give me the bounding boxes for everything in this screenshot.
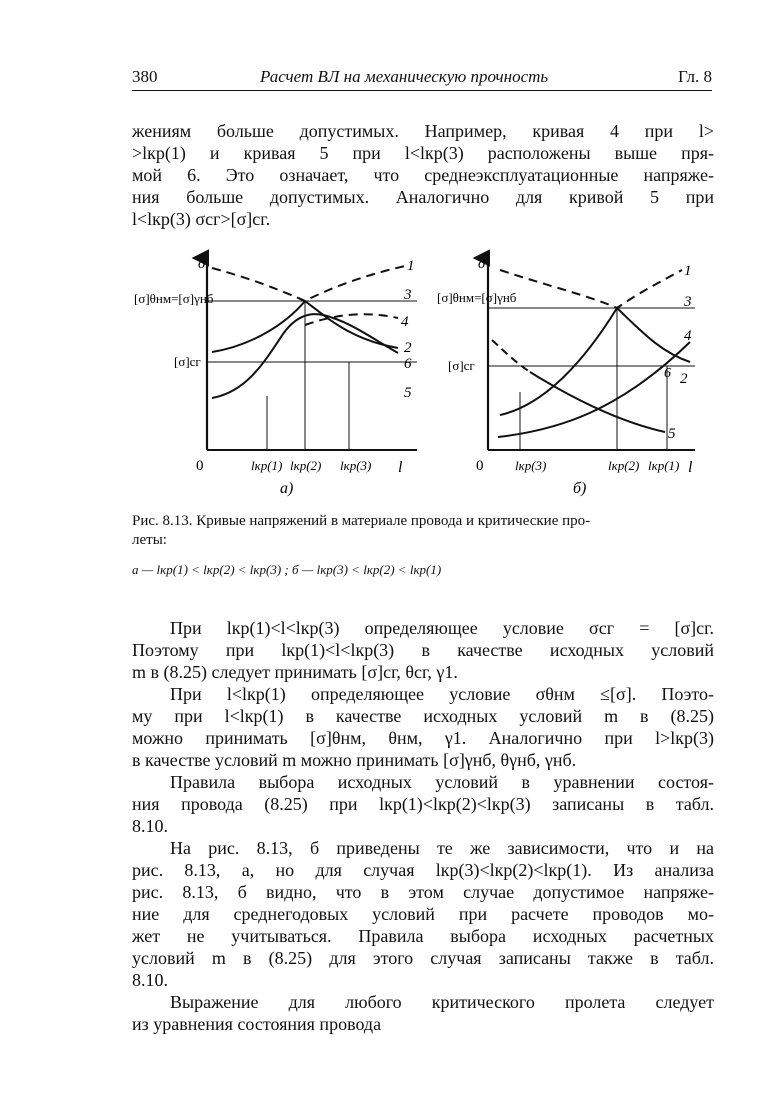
text-line: жет не учитываться. Правила выбора исходных расчетных bbox=[132, 926, 714, 946]
curve-label-b-4: 4 bbox=[684, 328, 692, 344]
paragraph-5 bbox=[132, 991, 714, 1035]
running-header bbox=[132, 64, 712, 91]
panel-b bbox=[488, 258, 695, 450]
text-line: >lкр(1) и кривая 5 при l<lкр(3) расположены выше пря- bbox=[132, 143, 714, 163]
tick-label-a-3: lкр(3) bbox=[340, 458, 372, 473]
text-line: рис. 8.13, б видно, что в этом случае допустимое напряже- bbox=[132, 882, 714, 902]
intro-paragraph bbox=[132, 120, 714, 230]
text-line: ния провода (8.25) при lкр(1)<lкр(2)<lкр(3) записаны в табл. bbox=[132, 794, 714, 814]
chapter-label: Гл. 8 bbox=[677, 67, 712, 86]
curve-label-b-1: 1 bbox=[684, 263, 692, 279]
text-line: 8.10. bbox=[132, 970, 168, 990]
curve-label-a-4: 4 bbox=[401, 314, 409, 330]
curve-label-a-2: 2 bbox=[404, 340, 412, 356]
text-line: ния больше допустимых. Аналогично для кривой 5 при bbox=[132, 187, 714, 207]
panel-label-b: б) bbox=[573, 480, 587, 497]
text-line: 8.10. bbox=[132, 816, 168, 836]
text-line: На рис. 8.13, б приведены те же зависимости, что и на bbox=[170, 838, 714, 858]
curve-label-a-3: 3 bbox=[404, 287, 412, 303]
text-line: Поэтому при lкр(1)<l<lкр(3) в качестве исходных условий bbox=[132, 640, 714, 660]
y-upper-label-a: [σ]θнм=[σ]γнб bbox=[134, 291, 214, 306]
figure-caption bbox=[132, 512, 712, 550]
paragraph-4 bbox=[132, 837, 714, 991]
paragraph-3 bbox=[132, 771, 714, 837]
text-line: му при l<lкр(1) в качестве исходных условий m в (8.25) bbox=[132, 706, 714, 726]
tick-label-b-2: lкр(2) bbox=[608, 458, 640, 473]
paragraph-1 bbox=[132, 617, 714, 683]
text-line: мой 6. Это означает, что среднеэксплуатационные напряже- bbox=[132, 165, 714, 185]
curve-label-b-5: 5 bbox=[668, 426, 676, 442]
figure-8-13 bbox=[120, 245, 720, 505]
text-line: можно принимать [σ]θнм, θнм, γ1. Аналогично при l>lкр(3) bbox=[132, 728, 714, 748]
origin-label-b: 0 bbox=[476, 458, 484, 474]
panel-label-a: а) bbox=[280, 480, 294, 497]
y-lower-label-b: [σ]сг bbox=[448, 358, 475, 373]
caption-line: леты: bbox=[132, 532, 167, 548]
l-axis-label-b: l bbox=[688, 459, 693, 476]
text-line: При lкр(1)<l<lкр(3) определяющее условие σсг = [σ]сг. bbox=[170, 618, 714, 638]
text-line: При l<lкр(1) определяющее условие σθнм ≤[σ]. Поэто- bbox=[170, 684, 714, 704]
curve-label-b-6: 6 bbox=[664, 366, 671, 381]
curve-label-a-6: 6 bbox=[404, 356, 412, 372]
panel-a bbox=[207, 258, 417, 450]
running-title: Расчет ВЛ на механическую прочность bbox=[260, 67, 549, 86]
curve-label-a-5: 5 bbox=[404, 385, 412, 401]
caption-line: Рис. 8.13. Кривые напряжений в материале провода и критические про- bbox=[132, 513, 591, 529]
curve-label-a-1: 1 bbox=[407, 258, 415, 274]
sigma-axis-label-a: σ bbox=[198, 256, 206, 272]
tick-label-a-1: lкр(1) bbox=[251, 458, 283, 473]
text-line: l<lкр(3) σсг>[σ]сг. bbox=[132, 209, 271, 229]
caption-formula: а — lкр(1) < lкр(2) < lкр(3) ; б — lкр(3) < lкр(2) < lкр(1) bbox=[132, 562, 442, 577]
tick-label-a-2: lкр(2) bbox=[290, 458, 322, 473]
text-line: m в (8.25) следует принимать [σ]сг, θсг, γ1. bbox=[132, 662, 458, 682]
l-axis-label-a: l bbox=[398, 459, 403, 476]
sigma-axis-label-b: σ bbox=[478, 256, 486, 272]
y-lower-label-a: [σ]сг bbox=[174, 354, 201, 369]
text-line: ние для среднегодовых условий при расчете проводов мо- bbox=[132, 904, 714, 924]
text-line: в качестве условий m можно принимать [σ]γнб, θγнб, γнб. bbox=[132, 750, 577, 770]
page-number: 380 bbox=[132, 67, 158, 86]
text-line: из уравнения состояния провода bbox=[132, 1014, 382, 1034]
origin-label-a: 0 bbox=[196, 458, 204, 474]
paragraph-2 bbox=[132, 683, 714, 771]
text-line: условий m в (8.25) для этого случая записаны также в табл. bbox=[132, 948, 714, 968]
text-line: Выражение для любого критического пролета следует bbox=[170, 992, 714, 1012]
text-line: жениям больше допустимых. Например, кривая 4 при l> bbox=[132, 121, 714, 141]
curve-label-b-3: 3 bbox=[684, 294, 692, 310]
tick-label-b-3: lкр(1) bbox=[648, 458, 680, 473]
tick-label-b-1: lкр(3) bbox=[515, 458, 547, 473]
y-upper-label-b: [σ]θнм=[σ]γнб bbox=[437, 290, 517, 305]
text-line: рис. 8.13, а, но для случая lкр(3)<lкр(2)<lкр(1). Из анализа bbox=[132, 860, 714, 880]
text-line: Правила выбора исходных условий в уравнении состоя- bbox=[170, 772, 714, 792]
curve-label-b-2: 2 bbox=[680, 371, 688, 387]
